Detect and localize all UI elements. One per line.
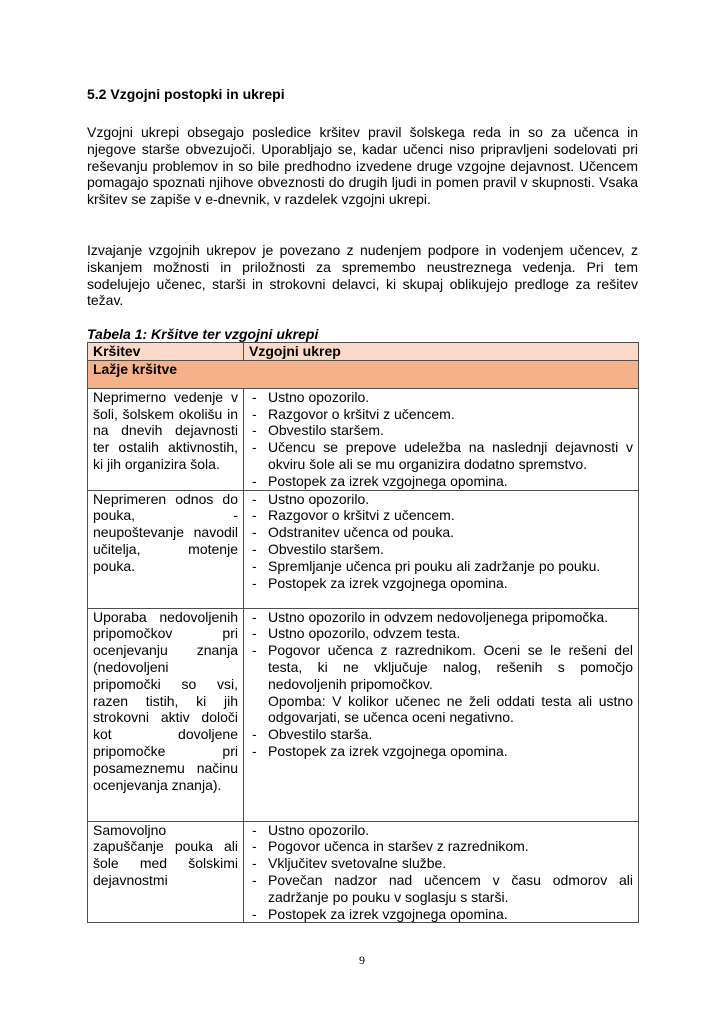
list-item: - Obvestilo staršem.	[249, 541, 633, 558]
measure-cell	[244, 821, 639, 923]
list-item: - Povečan nadzor nad učencem v času odmorov ali zadržanje po pouku v soglasju s starši.	[249, 872, 633, 906]
list-item: - Postopek za izrek vzgojnega opomina.	[249, 575, 633, 592]
list-item: - Spremljanje učenca pri pouku ali zadržanje po pouku.	[249, 558, 633, 575]
measure-list	[249, 822, 633, 923]
list-item: - Obvestilo staršem.	[249, 422, 633, 439]
section-heading: 5.2 Vzgojni postopki in ukrepi	[87, 86, 285, 102]
table-row	[88, 608, 639, 821]
list-item: - Pogovor učenca in staršev z razrednikom.	[249, 838, 633, 855]
list-item: - Razgovor o kršitvi z učencem.	[249, 406, 633, 423]
list-item: - Postopek za izrek vzgojnega opomina.	[249, 743, 633, 760]
table-header-row	[88, 343, 639, 361]
page-number: 9	[359, 953, 365, 967]
list-item: - Razgovor o kršitvi z učencem.	[249, 507, 633, 524]
table-row	[88, 388, 639, 490]
list-item: - Ustno opozorilo.	[249, 822, 633, 839]
list-item: - Postopek za izrek vzgojnega opomina.	[249, 473, 633, 490]
header-violation: Kršitev	[88, 343, 244, 361]
list-item: - Ustno opozorilo, odvzem testa.	[249, 625, 633, 642]
section-title: Lažje kršitve	[88, 360, 639, 388]
violations-table	[87, 342, 639, 923]
measure-list	[249, 491, 633, 592]
measure-list	[249, 389, 633, 490]
table-row	[88, 821, 639, 923]
paragraph-intro: Vzgojni ukrepi obsegajo posledice kršitev pravil šolskega reda in so za učenca in njegove starše obvezujoči. Uporabljajo se, kadar učenci niso pripravljeni sodelovati pri reševanju problemov in so bile predhodno izvedene druge vzgojne dejavnost. Učencem pomagajo spoznati njihove obveznosti do drugih ljudi in pomen pravil v skupnosti. Vsaka kršitev se zapiše v e-dnevnik, v razdelek vzgojni ukrepi.	[87, 124, 638, 208]
table-row	[88, 490, 639, 608]
list-item: - Ustno opozorilo.	[249, 491, 633, 508]
measure-list	[249, 609, 633, 760]
section-row	[88, 360, 639, 388]
violation-cell: Samovoljno zapuščanje pouka ali šole med šolskimi dejavnostmi	[88, 821, 244, 923]
list-item: - Ustno opozorilo.	[249, 389, 633, 406]
header-measure: Vzgojni ukrep	[244, 343, 639, 361]
list-item: - Obvestilo starša.	[249, 726, 633, 743]
measure-cell	[244, 608, 639, 821]
measure-cell	[244, 388, 639, 490]
list-item: - Odstranitev učenca od pouka.	[249, 524, 633, 541]
list-item: - Učencu se prepove udeležba na naslednji dejavnosti v okviru šole ali se mu organizira dodatno spremstvo.	[249, 439, 633, 473]
table-caption: Tabela 1: Kršitve ter vzgojni ukrepi	[87, 326, 319, 342]
measure-cell	[244, 490, 639, 608]
list-item: - Vključitev svetovalne službe.	[249, 855, 633, 872]
violation-cell: Neprimerno vedenje v šoli, šolskem okolišu in na dnevih dejavnosti ter ostalih aktivnostih, ki jih organizira šola.	[88, 388, 244, 490]
list-item: - Ustno opozorilo in odvzem nedovoljenega pripomočka.	[249, 609, 633, 626]
note-item: Opomba: V kolikor učenec ne želi oddati testa ali ustno odgovarjati, se učenca oceni negativno.	[268, 692, 633, 726]
violation-cell: Neprimeren odnos do pouka, - neupoštevanje navodil učitelja, motenje pouka.	[88, 490, 244, 608]
paragraph-support: Izvajanje vzgojnih ukrepov je povezano z nudenjem podpore in vodenjem učencev, z iskanjem možnosti in priložnosti za spremembo neustreznega vedenja. Pri tem sodelujejo učenec, starši in strokovni delavci, ki skupaj oblikujejo predloge za rešitev težav.	[87, 242, 638, 309]
list-item: - Pogovor učenca z razrednikom. Oceni se le rešeni del testa, ki ne vključuje nalog, rešenih s pomočjo nedovoljenih pripomočkov.	[249, 642, 633, 692]
violation-cell: Uporaba nedovoljenih pripomočkov pri ocenjevanju znanja (nedovoljeni pripomočki so vsi, razen tistih, ki jih strokovni aktiv določi kot dovoljene pripomočke pri posameznemu načinu ocenjevanja znanja).	[88, 608, 244, 821]
list-item: - Postopek za izrek vzgojnega opomina.	[249, 906, 633, 923]
